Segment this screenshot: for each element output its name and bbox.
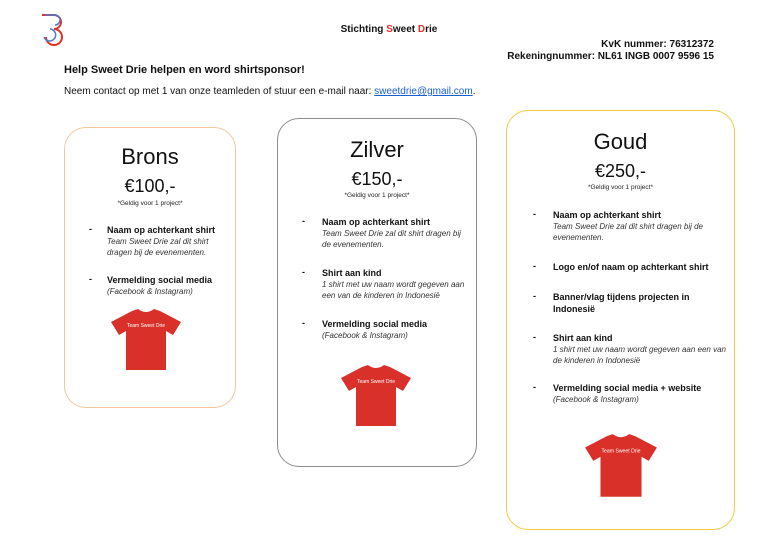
tier-price: €150,-	[351, 169, 403, 189]
page-headline: Help Sweet Drie helpen en word shirtsponsor!	[64, 64, 305, 76]
tier-card-goud	[506, 110, 735, 530]
bank-account-number: Rekeningnummer: NL61 INGB 0007 9596 15	[507, 51, 714, 62]
intro-text: Neem contact op met 1 van onze teamleden of stuur een e-mail naar: sweetdrie@gmail.com.	[64, 86, 476, 97]
feature-item: - Banner/vlag tijdens projecten in Indonesië	[533, 291, 690, 314]
shirt-text: Team Sweet Drie	[601, 448, 641, 455]
tshirt-image	[338, 364, 414, 428]
feature-item: - Naam op achterkant shirt Team Sweet Drie zal dit shirt dragen bij de evenementen.	[89, 224, 216, 257]
tier-name: Brons	[121, 144, 179, 169]
shirt-text: Team Sweet Drie	[356, 379, 396, 385]
feature-item: - Vermelding social media + website (Facebook & Instagram)	[533, 382, 702, 404]
feature-item: - Naam op achterkant shirt Team Sweet Drie zal dit shirt dragen bij de evenementen.	[533, 209, 703, 242]
tier-card-zilver	[277, 118, 477, 467]
feature-item: - Naam op achterkant shirt Team Sweet Drie zal dit shirt dragen bij de evenementen.	[302, 216, 461, 249]
feature-item: - Vermelding social media (Facebook & Instagram)	[89, 274, 213, 296]
tier-price: €100,-	[124, 176, 176, 196]
feature-item: - Shirt aan kind 1 shirt met uw naam wordt gegeven aan een van de kinderen in Indonesië	[533, 332, 726, 365]
tshirt-image	[108, 308, 184, 372]
tier-name: Zilver	[350, 137, 404, 162]
tier-name: Goud	[593, 129, 648, 154]
shirt-text: Team Sweet Drie	[126, 323, 166, 329]
tier-price: €250,-	[594, 161, 647, 181]
kvk-number: KvK nummer: 76312372	[601, 39, 714, 50]
tshirt-image	[582, 433, 660, 499]
tier-note: *Geldig voor 1 project*	[344, 192, 410, 199]
tier-note: *Geldig voor 1 project*	[587, 184, 654, 191]
organization-name: Stichting Sweet Drie	[340, 24, 438, 35]
email-link[interactable]: sweetdrie@gmail.com	[374, 86, 473, 97]
tier-card-brons	[64, 127, 236, 408]
feature-item: - Shirt aan kind 1 shirt met uw naam wordt gegeven aan een van de kinderen in Indonesië	[302, 267, 465, 300]
feature-item: - Logo en/of naam op achterkant shirt	[533, 261, 709, 272]
tier-note: *Geldig voor 1 project*	[117, 200, 183, 207]
feature-item: - Vermelding social media (Facebook & Instagram)	[302, 318, 428, 340]
